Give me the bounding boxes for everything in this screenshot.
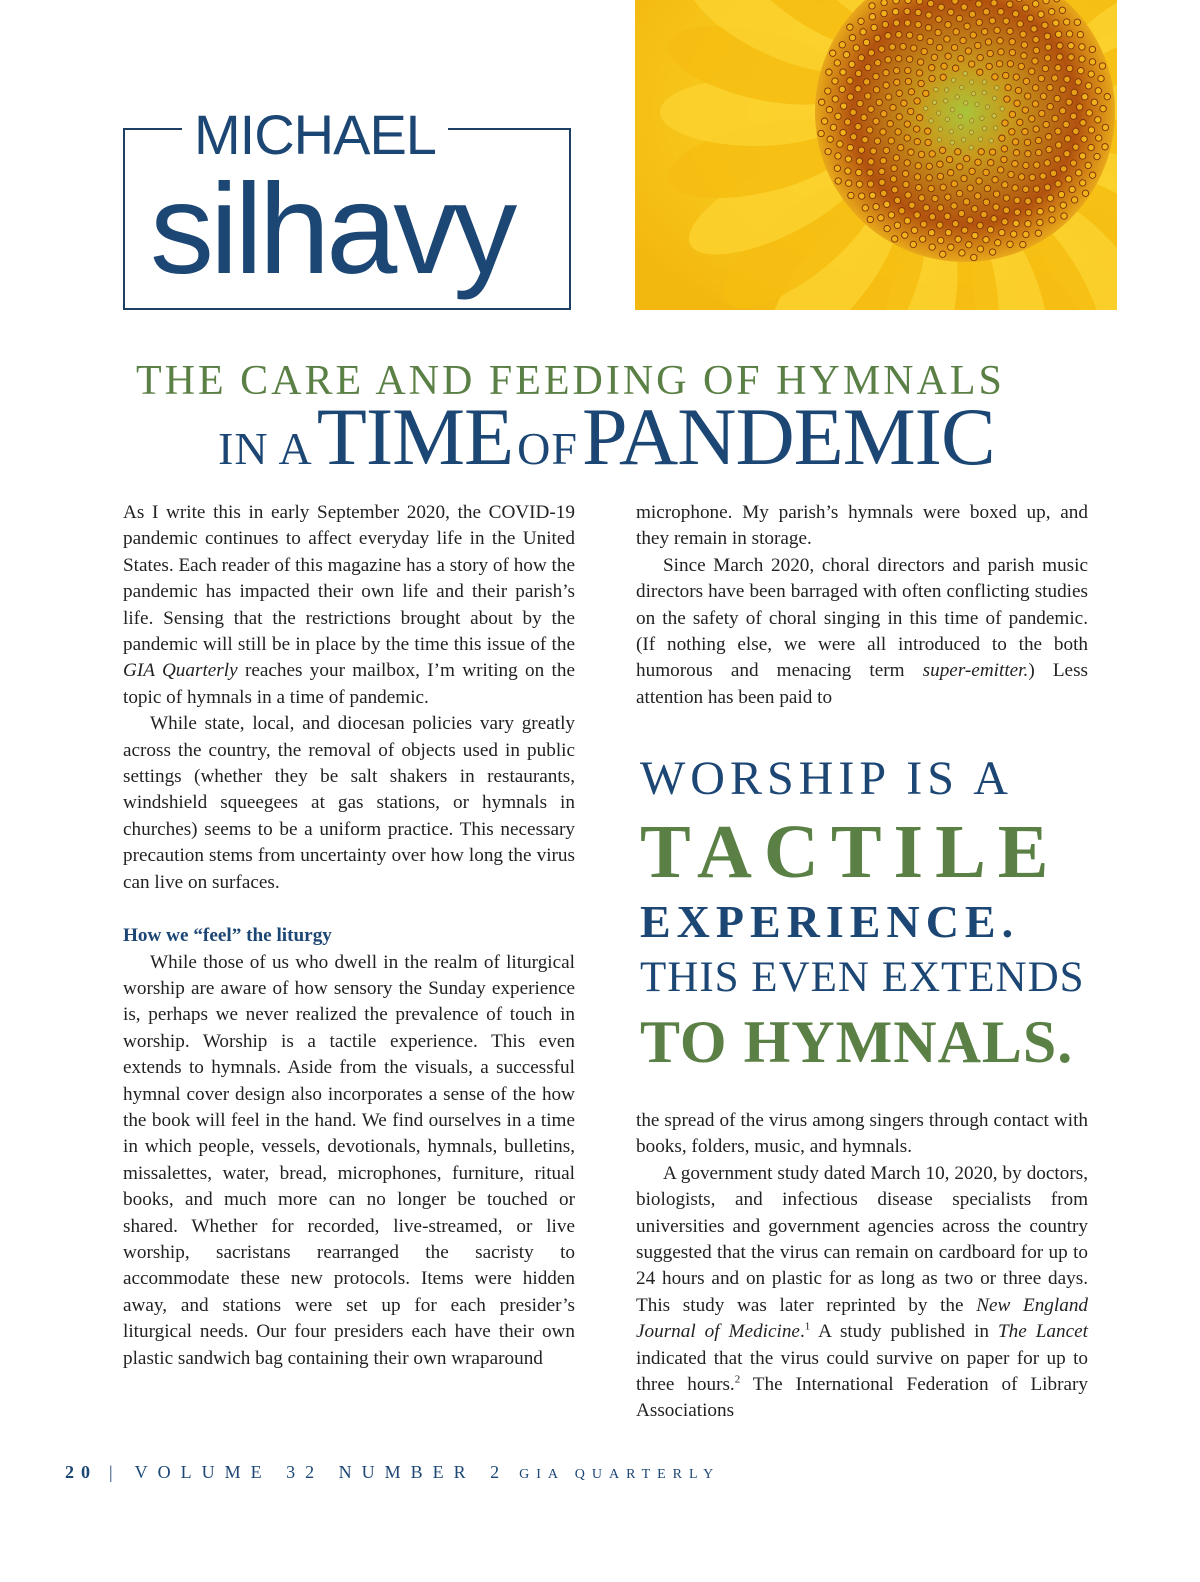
paragraph-4: microphone. My parish’s hymnals were boxed up, and they remain in storage. — [636, 502, 1088, 550]
pull-quote-line-5: TO HYMNALS. — [640, 1009, 1074, 1075]
paragraph-6: the spread of the virus among singers through contact with books, folders, music, and hymnals. — [636, 1110, 1088, 1158]
paragraph-2: While state, local, and diocesan policies vary greatly across the country, the removal of objects used in public settings (whether they be salt shakers in restaurants, windshield squeegees at gas stations, or hymnals in churches) seems to be a uniform practice. This necessary precaution stems from uncertainty over how long the virus can live on surfaces. — [123, 713, 575, 893]
headline-line-1: THE CARE AND FEEDING OF HYMNALS — [136, 358, 1005, 404]
article-column-left — [123, 500, 575, 1372]
footnote-ref-2: 2 — [734, 1373, 741, 1386]
article-column-right-top — [636, 500, 1088, 711]
headline-of: OF — [517, 423, 578, 474]
footer-separator: | — [109, 1462, 113, 1482]
magazine-name: GIA QUARTERLY — [519, 1467, 721, 1482]
journal-title-italic: New England Journal of Medicine — [636, 1294, 1089, 1343]
paragraph-3: While those of us who dwell in the realm of liturgical worship are aware of how sensory the Sunday experience is, perhaps we never realized the prevalence of touch in worship. Worship is a tactile experience. This even extends to hymnals. Aside from the visuals, a successful hymnal cover design also incorporates a sense of the how the book will feel in the hand. We find ourselves in a time in which people, vessels, devotionals, hymnals, bulletins, missalettes, water, bread, microphones, furniture, ritual books, and much more can no longer be touched or shared. Whether for recorded, live-streamed, or live worship, sacristans rearranged the sacristy to accommodate these new protocols. Items were hidden away, and stations were set up for each presider’s liturgical needs. Our four presiders each have their own plastic sandwich bag containing their own wraparound — [123, 951, 575, 1369]
article-column-right-bottom — [636, 1108, 1088, 1425]
headline-line-2 — [218, 392, 995, 505]
author-first-name: MICHAEL — [182, 100, 448, 170]
section-subheading: How we “feel” the liturgy — [123, 925, 332, 947]
volume-info: VOLUME 32 NUMBER 2 — [134, 1462, 510, 1482]
pull-quote — [640, 748, 1100, 1078]
term-italic: super-emitter. — [922, 660, 1029, 682]
page-number: 20 — [65, 1462, 97, 1482]
paragraph-7: A government study dated March 10, 2020, by doctors, biologists, and infectious disease specialists from universities and government agencies across the country suggested that the virus can remain on cardboard for up to 24 hours and on plastic for as long as two or three days. This study was later reprinted by the New England Journal of Medicine.$^1$ A study published in The Lancet indicated that the virus could survive on paper for up to three hours.$^2$ The International Federation of Library Associations — [636, 1162, 1089, 1422]
magazine-title-italic: GIA Quarterly — [123, 660, 238, 682]
headline-in-a: IN A — [218, 423, 313, 474]
pull-quote-line-2: TACTILE — [640, 810, 1061, 894]
headline-pandemic: PANDEMIC — [581, 391, 995, 482]
journal-title-italic-2: The Lancet — [998, 1321, 1088, 1343]
pull-quote-line-1: WORSHIP IS A — [640, 752, 1013, 805]
sunflower-photo — [635, 0, 1117, 310]
paragraph-1: As I write this in early September 2020, the COVID-19 pandemic continues to affect everyday life in the United States. Each reader of this magazine has a story of how the pandemic has impacted their own life and their parish’s life. Sensing that the restrictions brought about by the pandemic will still be in place by the time this issue of the GIA Quarterly reaches your mailbox, I’m writing on the topic of hymnals in a time of pandemic. — [123, 502, 575, 708]
pull-quote-line-3: EXPERIENCE. — [640, 896, 1020, 947]
paragraph-5: Since March 2020, choral directors and parish music directors have been barraged with often conflicting studies on the safety of choral singing in this time of pandemic. (If nothing else, we were all introduced to the both humorous and menacing term super-emitter.) Less attention has been paid to — [636, 554, 1089, 708]
pull-quote-line-4: THIS EVEN EXTENDS — [640, 954, 1085, 1001]
headline-time: TIME — [316, 391, 514, 482]
author-last-name: silhavy — [150, 158, 514, 301]
page-footer — [65, 1462, 720, 1483]
footnote-ref-1: 1 — [804, 1320, 811, 1333]
